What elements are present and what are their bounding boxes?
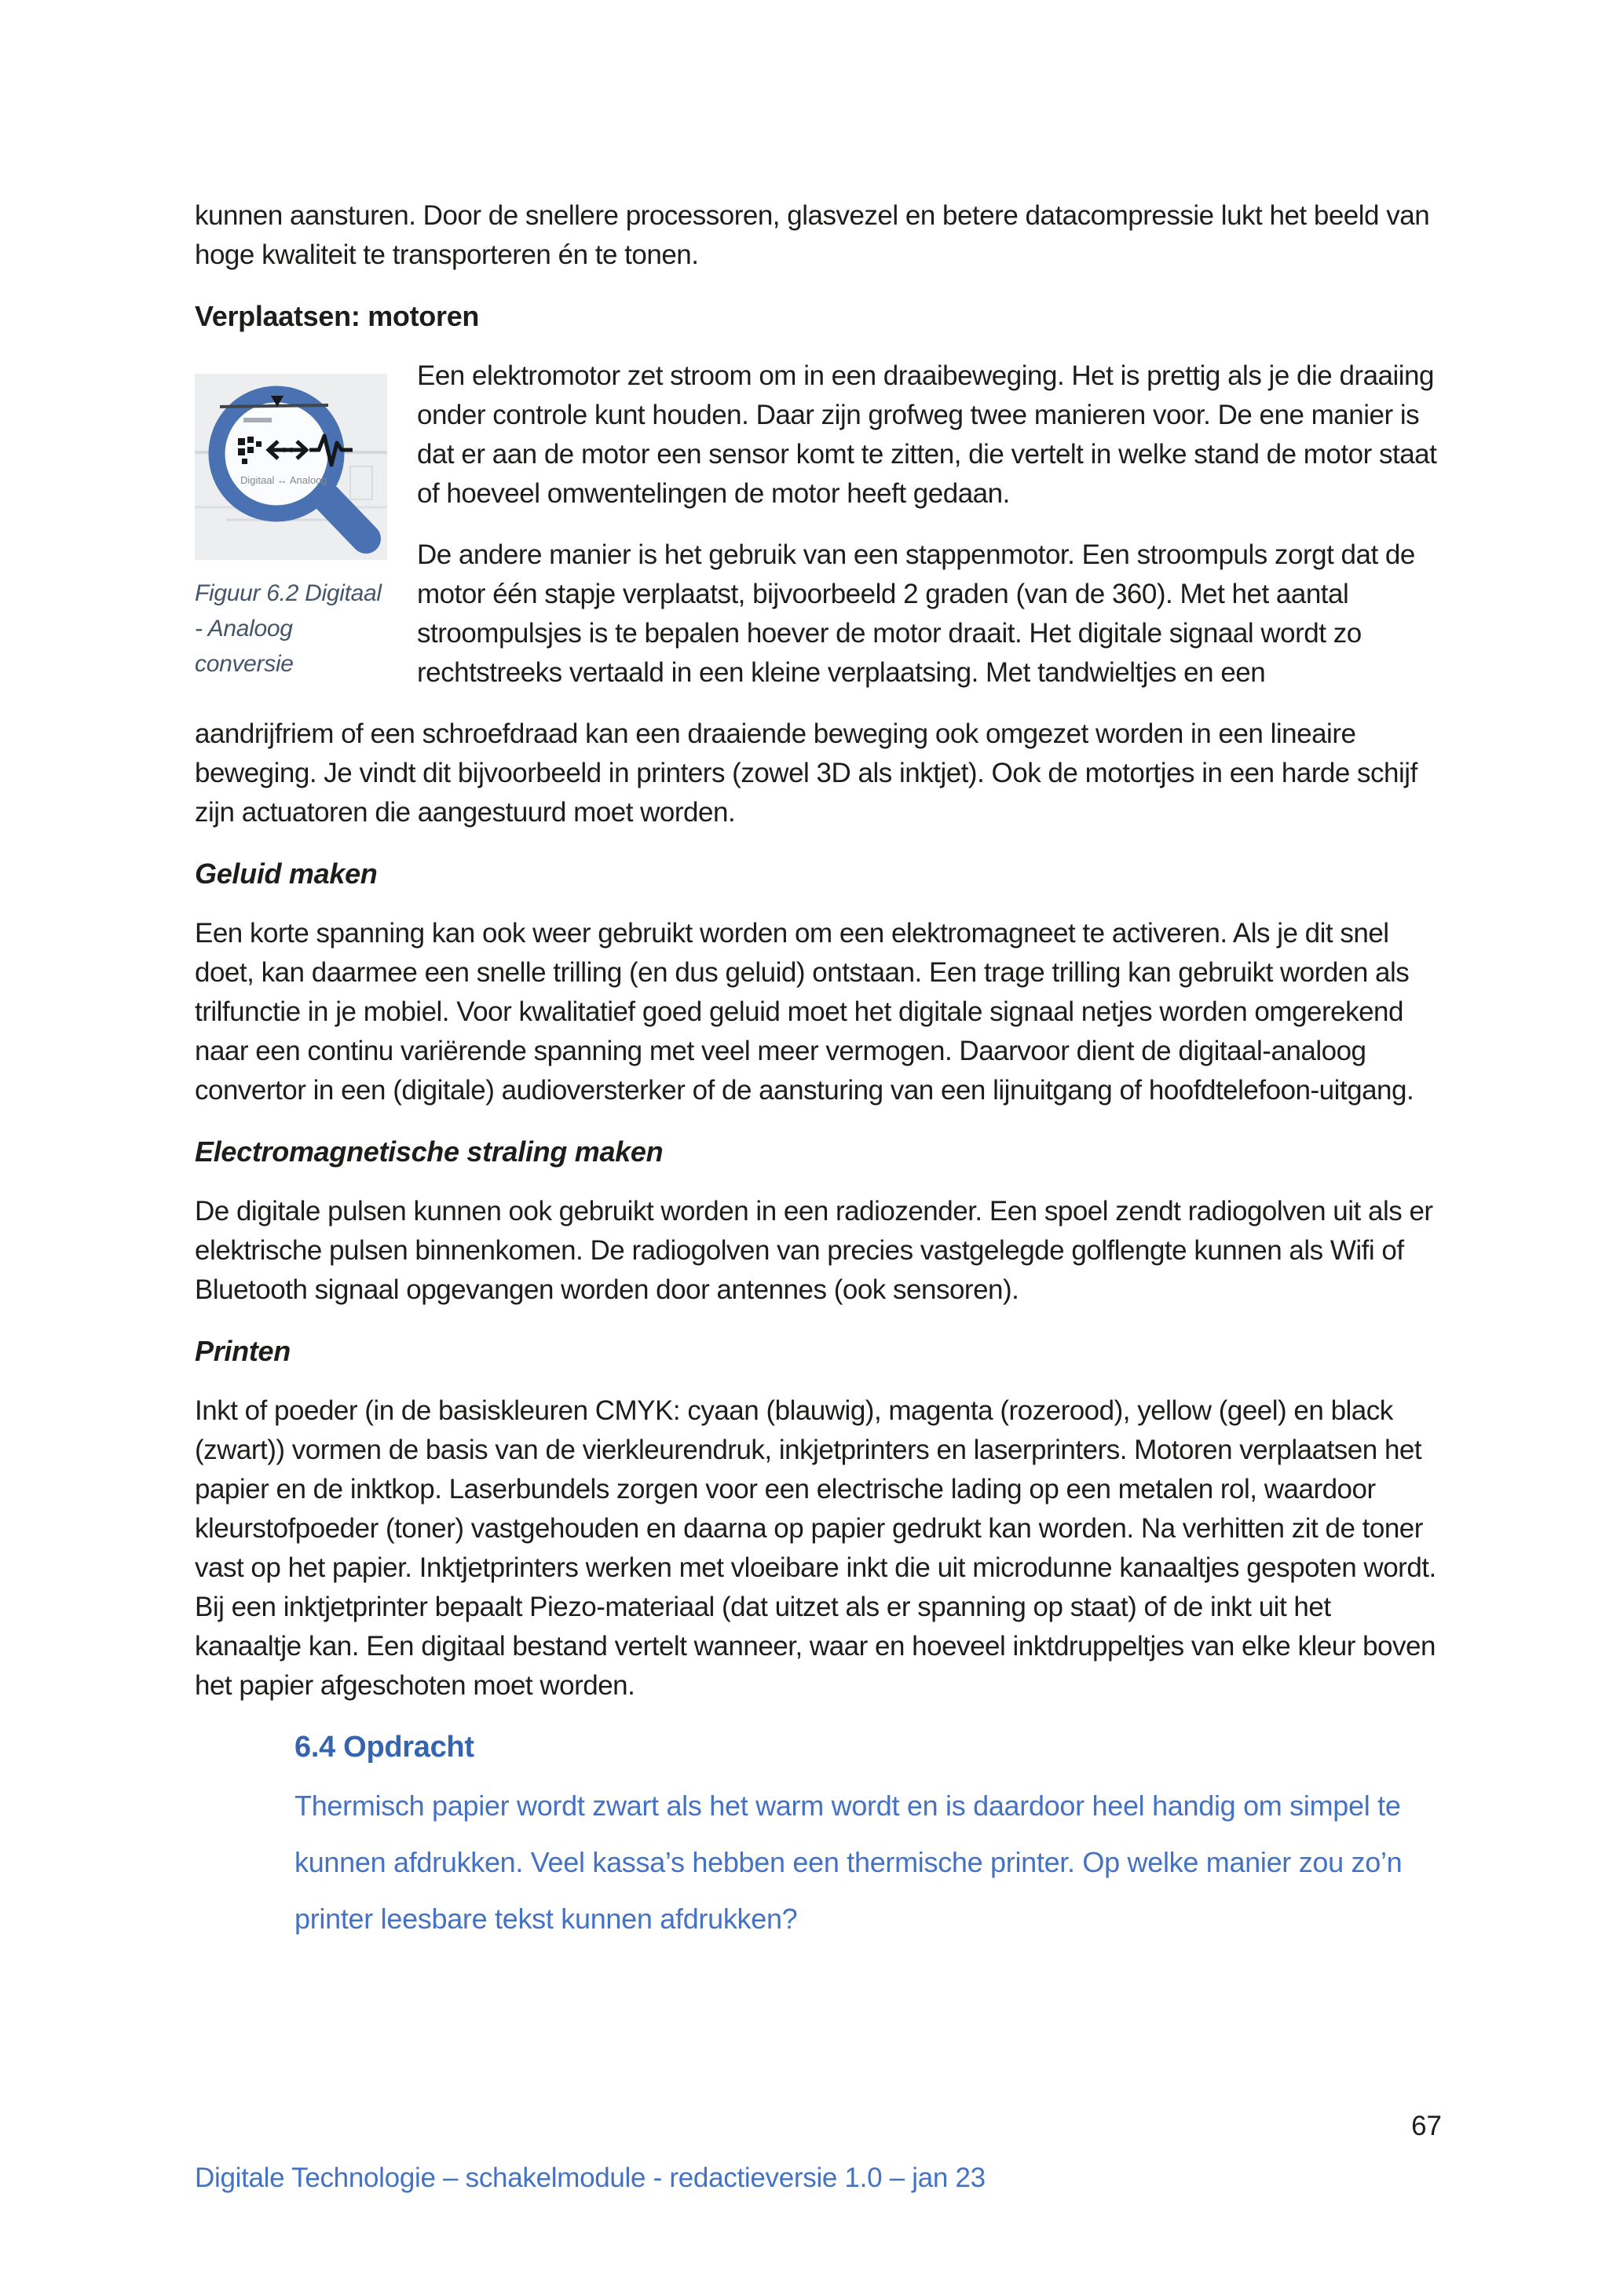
figure-text-row [195,356,1437,715]
motor-paragraph-continuation: aandrijfriem of een schroefdraad kan een draaiende beweging ook omgezet worden in een lineaire beweging. Je vindt dit bijvoorbeeld in printers (zowel 3D als inktjet). Ook de motortjes in een harde schijf zijn actuatoren die aangestuurd moet worden. [195,718,1417,828]
figure-inner-label: Digitaal ↔ Analoog [240,474,327,486]
opdracht-6-4-block [294,1727,1437,1947]
page-number: 67 [1411,2111,1442,2141]
figure-side-text [417,356,1437,715]
motor-paragraph-2: De andere manier is het gebruik van een stappenmotor. Een stroompuls zorgt dat de motor één stapje verplaatst, bijvoorbeeld 2 graden (van de 360). Met het aantal stroompulsjes is te bepalen hoever de motor draait. Het digitale signaal wordt zo rechtstreeks vertaald in een kleine verplaatsing. Met tandwieltjes en een [417,539,1415,688]
tiny-label-blur [243,418,272,422]
figure-caption-line2: - Analoog conversie [195,616,294,677]
figure-caption-line1: Figuur 6.2 Digitaal [195,580,382,606]
heading-verplaatsen-motoren: Verplaatsen: motoren [195,300,480,332]
heading-printen: Printen [195,1335,291,1367]
footer-text: Digitale Technologie – schakelmodule - redactieversie 1.0 – jan 23 [195,2163,986,2193]
printen-paragraph: Inkt of poeder (in de basiskleuren CMYK: cyaan (blauwig), magenta (rozerood), yellow (geel) en black (zwart)) vormen de basis van de vierkleurendruk, inkjetprinters en laserprinters. Motoren verplaatsen het papier en de inktkop. Laserbundels zorgen voor een electrische lading op een metalen rol, waardoor kleurstofpoeder (toner) vastgehouden en daarna op papier gedrukt kan worden. Na verhitten zit de toner vast op het papier. Inktjetprinters werken met vloeibare inkt die uit microdunne kanaaltjes gespoten wordt. Bij een inktjetprinter bepaalt Piezo-materiaal (dat uitzet als er spanning op staat) of de inkt uit het kanaaltje kan. Een digitaal bestand vertelt wanneer, waar en hoeveel inktdruppeltjes van elke kleur boven het papier afgeschoten moet worden. [195,1395,1436,1701]
motor-paragraph-1: Een elektromotor zet stroom om in een draaibeweging. Het is prettig als je die draaiing onder controle kunt houden. Daar zijn grofweg twee manieren voor. De ene manier is dat er aan de motor een sensor komt te zitten, die vertelt in welke stand de motor staat of hoeveel omwentelingen de motor heeft gedaan. [417,360,1437,509]
heading-geluid-maken: Geluid maken [195,857,378,890]
magnifier-figure-image [195,374,387,560]
intro-paragraph: kunnen aansturen. Door de snellere processoren, glasvezel en betere datacompressie lukt het beeld van hoge kwaliteit te transporteren én te tonen. [195,200,1430,270]
diagram-top-line [220,405,328,407]
straling-paragraph: De digitale pulsen kunnen ook gebruikt worden in een radiozender. Een spoel zendt radiogolven uit als er elektrische pulsen binnenkomen. De radiogolven van precies vastgelegde golflengte kunnen als Wifi of Bluetooth signaal opgevangen worden door antennes (ook sensoren). [195,1196,1433,1305]
opdracht-body: Thermisch papier wordt zwart als het warm wordt en is daardoor heel handig om simpel te kunnen afdrukken. Veel kassa’s hebben een thermische printer. Op welke manier zou zo’n printer leesbare tekst kunnen afdrukken? [294,1790,1403,1935]
geluid-paragraph: Een korte spanning kan ook weer gebruikt worden om een elektromagneet te activeren. Als je dit snel doet, kan daarmee een snelle trilling (en dus geluid) ontstaan. Een trage trilling kan gebruikt worden als trilfunctie in je mobiel. Voor kwalitatief goed geluid moet het digitale signaal netjes worden omgerekend naar een continu variërende spanning met veel meer vermogen. Daarvoor dient de digitaal-analoog convertor in een (digitale) audioversterker of de aansturing van een lijnuitgang of hoofdtelefoon-uitgang. [195,918,1414,1106]
page-content [195,196,1437,1947]
opdracht-title: 6.4 Opdracht [294,1731,474,1764]
heading-electromagnetische-straling: Electromagnetische straling maken [195,1135,664,1168]
figure-6-2 [195,356,387,682]
figure-caption [195,576,387,682]
